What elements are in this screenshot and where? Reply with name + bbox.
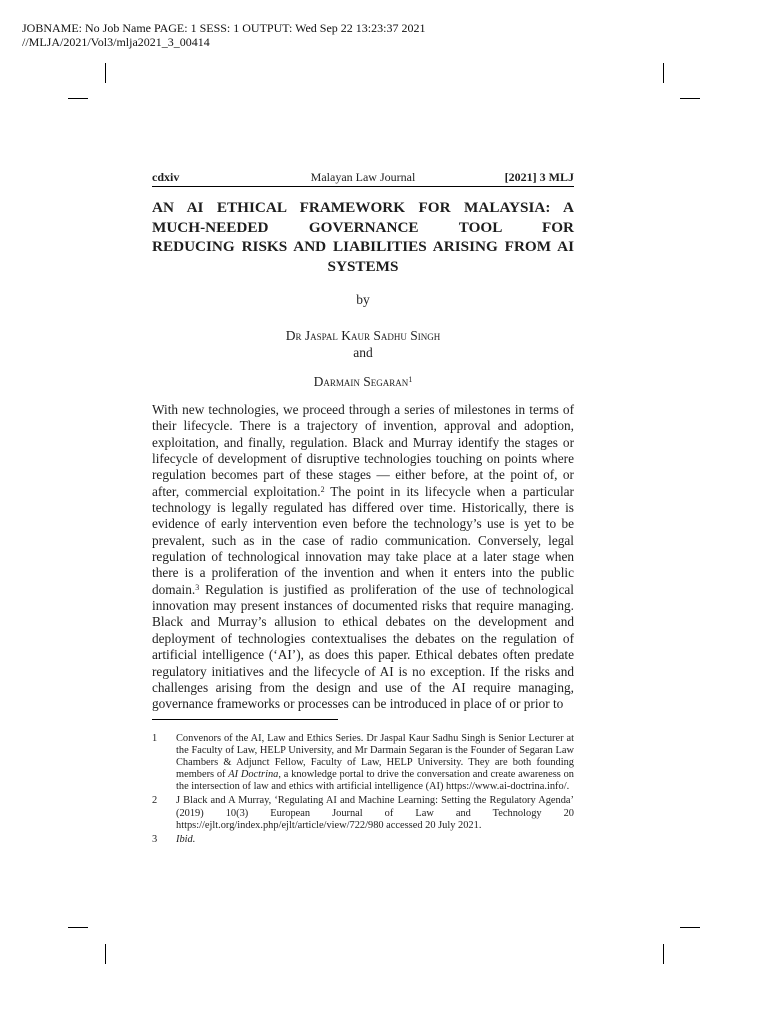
body-text-segment-1: With new technologies, we proceed through a series of milestones in terms of their lifecycle. There is a trajectory of invention, approval and adoption, exploitation, and finally, regulation. Black and Murray identify the stages or lifecycle of development of disruptive technologies touching on points where regulation becomes part of these stages — either before, at the point of, or after, commercial exploitation.: [152, 402, 574, 499]
footnote-number: 3: [152, 833, 158, 845]
crop-mark-top-left-horizontal: [68, 98, 88, 99]
crop-mark-top-left-vertical: [105, 63, 106, 83]
body-text-segment-2: The point in its lifecycle when a particular technology is legally regulated has differed over time. Historically, there is evidence of early intervention even before the technology’s use is yet to be prevalent, such as in the case of radio communication. Conversely, legal regulation of technological innovation may take place at a later stage when there is a proliferation of the invention and when it enters into the public domain.: [152, 483, 574, 597]
article-body: [152, 402, 574, 713]
journal-citation: [2021] 3 MLJ: [504, 170, 574, 184]
footnote-1: [152, 733, 574, 793]
footnote-text: Convenors of the AI, Law and Ethics Series. Dr Jaspal Kaur Sadhu Singh is Senior Lecturer at the Faculty of Law, HELP University, and Mr Darmain Segaran is the Founder of Segaran Law Chambers & Adjunct Fellow, Faculty of Law, HELP University. They are both founding members of: [176, 733, 574, 781]
footnotes: [152, 733, 574, 848]
footnote-text-link[interactable]: , a knowledge portal to drive the conversation and create awareness on the intersection of law and ethics with artificial intelligence (AI) https://www.ai-doctrina.info/.: [176, 769, 574, 793]
footnote-number: 1: [152, 733, 158, 744]
footnote-ref-3[interactable]: 3: [195, 582, 200, 592]
title-line-4: SYSTEMS: [327, 257, 399, 275]
title-line-1: AN AI ETHICAL FRAMEWORK FOR MALAYSIA: A: [152, 199, 574, 216]
footnote-number: 2: [152, 795, 158, 807]
title-line-2: MUCH-NEEDED GOVERNANCE TOOL FOR: [152, 218, 574, 236]
journal-name: Malayan Law Journal: [310, 170, 416, 184]
body-paragraph: [152, 402, 574, 713]
author-name-1: Dr Jaspal Kaur Sadhu Singh: [285, 328, 441, 343]
footnote-italic-text: AI Doctrina: [228, 769, 279, 781]
footnote-2: [152, 795, 574, 831]
body-text-segment-3: Regulation is justified as proliferation of the use of technological innovation may present instances of documented risks that require managing. Black and Murray’s allusion to ethical debates on the development and deployment of technologies contextualises the debates on the regulation of artificial intelligence (‘AI’), as does this paper. Ethical debates often predate regulatory initiatives and the lifecycle of AI is no exception. If the risks and challenges arising from the design and use of the AI require managing, governance frameworks or processes can be introduced in place of or prior to: [152, 581, 574, 712]
footnote-ref-1[interactable]: 1: [408, 375, 413, 384]
crop-mark-bottom-right-vertical: [663, 944, 664, 964]
author-name-2-container: [152, 374, 574, 390]
byline-and: and: [353, 345, 373, 360]
job-path-line: //MLJA/2021/Vol3/mlja2021_3_00414: [22, 35, 210, 49]
byline-by: by: [356, 292, 370, 307]
crop-mark-top-right-vertical: [663, 63, 664, 83]
title-line-3: REDUCING RISKS AND LIABILITIES ARISING FROM AI: [152, 238, 574, 255]
footnote-3: [152, 834, 574, 846]
crop-mark-bottom-left-vertical: [105, 944, 106, 964]
article-title: [152, 198, 574, 276]
job-info-line: JOBNAME: No Job Name PAGE: 1 SESS: 1 OUTPUT: Wed Sep 22 13:23:37 2021: [22, 21, 426, 35]
author-name-2: Darmain Segaran: [313, 374, 409, 389]
running-head-rule: [152, 186, 574, 187]
crop-mark-bottom-left-horizontal: [68, 927, 88, 928]
footnote-italic-text: Ibid.: [176, 833, 196, 845]
footnote-separator: [152, 719, 338, 720]
footnote-text-link[interactable]: J Black and A Murray, ‘Regulating AI and Machine Learning: Setting the Regulatory Agenda’ (2019) 10(3) European Journal of Law and Technology 20 https://ejlt.org/index.php/ejlt/article/view/722/980 accessed 20 July 2021.: [176, 795, 574, 831]
footnote-ref-2[interactable]: 2: [320, 484, 325, 494]
crop-mark-top-right-horizontal: [680, 98, 700, 99]
page-number: cdxiv: [152, 170, 180, 184]
crop-mark-bottom-right-horizontal: [680, 927, 700, 928]
